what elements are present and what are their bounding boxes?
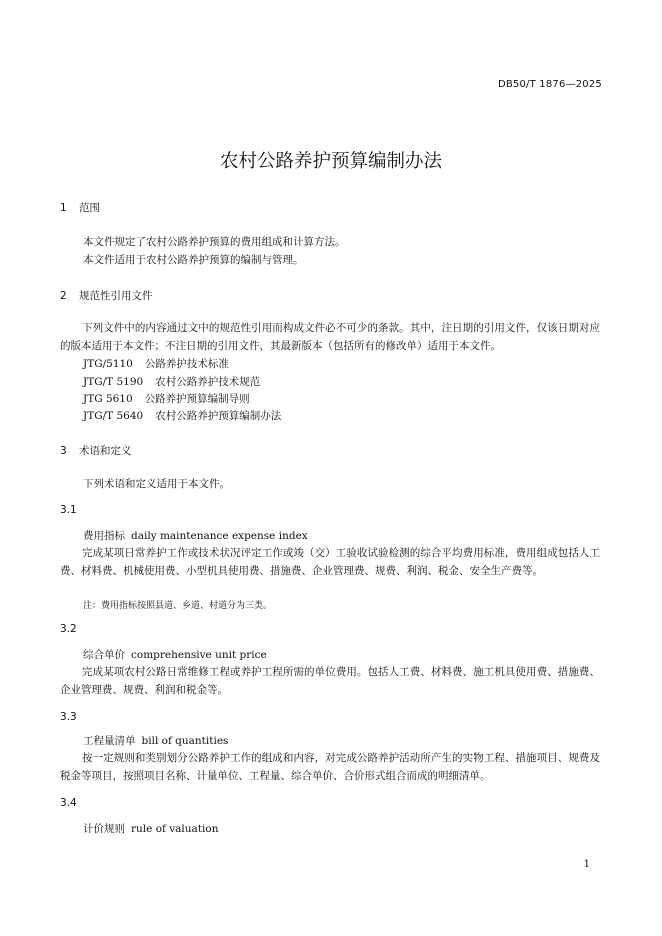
reference-name: 公路养护预算编制导则	[144, 393, 250, 405]
section-number: 2	[60, 290, 67, 302]
term-english: bill of quantities	[141, 735, 229, 747]
term-heading	[83, 647, 267, 662]
term-definition: 完成某项农村公路日常维修工程或养护工程所需的单位费用。包括人工费、材料费、施工机具使用费、措施费、企业管理费、规费、利润和税金等。	[60, 666, 600, 696]
section-number: 1	[60, 202, 67, 214]
page-number: 1	[583, 859, 590, 870]
term-heading	[83, 528, 308, 543]
reference-name: 农村公路养护技术规范	[155, 376, 261, 388]
reference-code: JTG 5610	[83, 393, 133, 405]
paragraph: 下列术语和定义适用于本文件。	[83, 478, 230, 490]
section-title: 范围	[79, 202, 100, 214]
term-number: 3.2	[60, 623, 77, 635]
reference-item	[83, 374, 260, 389]
term-chinese: 计价规则	[83, 823, 125, 835]
section-2-heading	[60, 288, 153, 303]
term-heading	[83, 733, 228, 748]
reference-name: 农村公路养护预算编制办法	[155, 410, 282, 422]
section-1-heading	[60, 200, 100, 215]
term-definition: 完成某项日常养护工作或技术状况评定工作或竣（交）工验收试验检测的综合平均费用标准，费用组成包括人工费、材料费、机械使用费、小型机具使用费、措施费、企业管理费、规费、利润、税金、安全生产费等。	[60, 547, 600, 577]
term-number: 3.4	[60, 797, 77, 809]
document-number: DB50/T 1876—2025	[497, 79, 602, 90]
reference-code: JTG/T 5640	[83, 410, 144, 422]
section-number: 3	[60, 445, 67, 457]
paragraph: 本文件适用于农村公路养护预算的编制与管理。	[83, 254, 304, 266]
reference-code: JTG/T 5190	[83, 376, 144, 388]
reference-name: 公路养护技术标准	[144, 358, 229, 370]
paragraph: 本文件规定了农村公路养护预算的费用组成和计算方法。	[83, 236, 346, 248]
paragraph: 下列文件中的内容通过文中的规范性引用而构成文件必不可少的条款。其中，注日期的引用文件，仅该日期对应的版本适用于本文件；不注日期的引用文件，其最新版本（包括所有的修改单）适用于本文件。	[60, 322, 600, 352]
reference-code: JTG/5110	[83, 358, 133, 370]
term-chinese: 综合单价	[83, 649, 125, 661]
note-text: 费用指标按照县道、乡道、村道分为三类。	[101, 601, 273, 611]
term-chinese: 工程量清单	[83, 735, 136, 747]
term-heading	[83, 821, 218, 836]
note	[83, 598, 272, 611]
reference-item	[83, 391, 250, 406]
section-title: 术语和定义	[79, 445, 132, 457]
section-title: 规范性引用文件	[79, 290, 153, 302]
term-number: 3.3	[60, 711, 77, 723]
term-number: 3.1	[60, 504, 77, 516]
reference-item	[83, 356, 229, 371]
term-definition: 按一定规则和类别划分公路养护工作的组成和内容，对完成公路养护活动所产生的实物工程、措施项目、规费及税金等项目，按照项目名称、计量单位、工程量、综合单价、合价形式组合而成的明细清单。	[60, 752, 600, 782]
term-english: daily maintenance expense index	[131, 530, 308, 542]
note-label: 注：	[83, 601, 102, 611]
term-english: rule of valuation	[131, 823, 219, 835]
term-chinese: 费用指标	[83, 530, 125, 542]
section-3-heading	[60, 443, 132, 458]
term-english: comprehensive unit price	[131, 649, 267, 661]
page-title: 农村公路养护预算编制办法	[219, 151, 442, 172]
reference-item	[83, 408, 281, 423]
